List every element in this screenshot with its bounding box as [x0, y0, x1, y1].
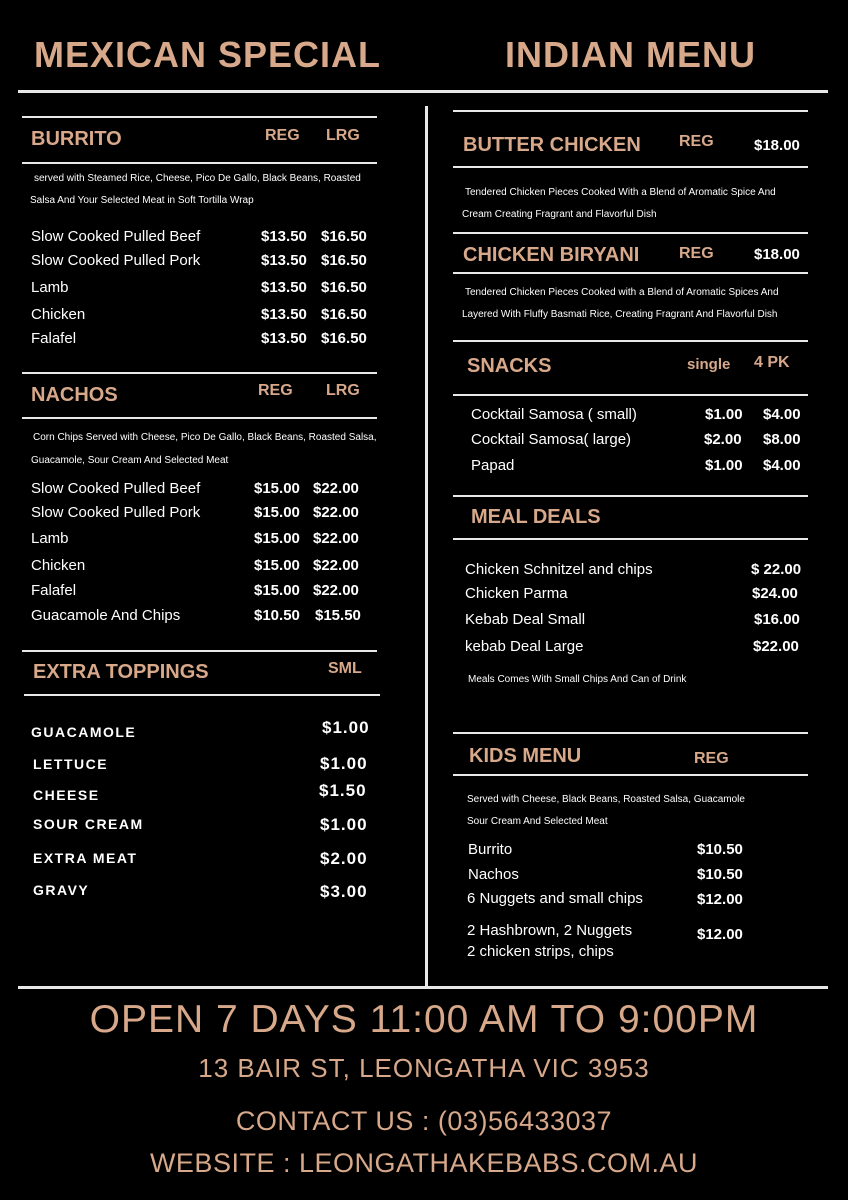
burrito-item-reg-price: $13.50 [261, 306, 307, 323]
snacks-4pk-header: 4 PK [754, 354, 790, 371]
snack-item-single-price: $2.00 [704, 431, 742, 448]
biryani-title: CHICKEN BIRYANI [463, 244, 640, 266]
topping-price: $1.00 [320, 754, 368, 773]
topping-name: GRAVY [33, 882, 90, 898]
burrito-title: BURRITO [31, 128, 122, 150]
kids-item-price: $10.50 [697, 841, 743, 858]
nachos-description-line2: Guacamole, Sour Cream And Selected Meat [31, 455, 229, 466]
biryani-reg-header: REG [679, 245, 714, 262]
snack-item-single-price: $1.00 [705, 457, 743, 474]
bottom-divider [18, 986, 828, 989]
kids-reg-header: REG [694, 750, 729, 767]
kids-title: KIDS MENU [469, 745, 582, 767]
toppings-top-rule [22, 650, 377, 652]
burrito-item-name: Slow Cooked Pulled Pork [31, 252, 201, 269]
kids-item-price: $12.00 [697, 926, 743, 943]
toppings-bottom-rule [24, 694, 380, 696]
toppings-title: EXTRA TOPPINGS [33, 661, 209, 683]
nachos-top-rule [22, 372, 377, 374]
nachos-item-reg-price: $15.00 [254, 557, 300, 574]
burrito-item-name: Slow Cooked Pulled Beef [31, 228, 201, 245]
burrito-item-lrg-price: $16.50 [321, 279, 367, 296]
nachos-item-lrg-price: $22.00 [313, 557, 359, 574]
nachos-item-name: Slow Cooked Pulled Pork [31, 504, 201, 521]
nachos-lrg-header: LRG [326, 382, 360, 399]
meal-deal-price: $16.00 [754, 611, 800, 628]
meal-deals-top-rule [453, 495, 808, 497]
nachos-bottom-rule [22, 417, 377, 419]
burrito-item-reg-price: $13.50 [261, 252, 307, 269]
topping-name: EXTRA MEAT [33, 850, 138, 866]
website-link[interactable]: WEBSITE : LEONGATHAKEBABS.COM.AU [149, 1148, 699, 1178]
snacks-top-rule [453, 340, 808, 342]
burrito-reg-header: REG [265, 127, 300, 144]
topping-name: SOUR CREAM [33, 816, 144, 832]
butter-chicken-description-line2: Cream Creating Fragrant and Flavorful Dish [462, 209, 657, 220]
address: 13 BAIR ST, LEONGATHA VIC 3953 [198, 1053, 650, 1083]
nachos-item-name: Slow Cooked Pulled Beef [31, 480, 201, 497]
kids-bottom-rule [453, 774, 808, 776]
nachos-item-lrg-price: $22.00 [313, 504, 359, 521]
nachos-item-reg-price: $15.00 [254, 504, 300, 521]
meal-deal-name: Kebab Deal Small [465, 611, 586, 628]
topping-price: $2.00 [320, 849, 368, 868]
kids-item-name: 6 Nuggets and small chips [467, 890, 643, 907]
topping-price: $1.50 [319, 781, 367, 800]
snacks-single-header: single [687, 356, 731, 373]
center-divider [425, 106, 428, 986]
kids-item-name: Nachos [468, 866, 519, 883]
snacks-title: SNACKS [467, 355, 552, 377]
nachos-item-lrg-price: $22.00 [313, 480, 359, 497]
topping-price: $3.00 [320, 882, 368, 901]
butter-chicken-description-line1: Tendered Chicken Pieces Cooked With a Blend of Aromatic Spice And [465, 187, 776, 198]
toppings-sml-header: SML [328, 660, 362, 677]
snack-item-4pk-price: $4.00 [763, 406, 801, 423]
biryani-description-line2: Layered With Fluffy Basmati Rice, Creating Fragrant And Flavorful Dish [462, 309, 778, 320]
nachos-item-reg-price: $15.00 [254, 582, 300, 599]
meal-deal-price: $22.00 [753, 638, 799, 655]
kids-item-price: $12.00 [697, 891, 743, 908]
snacks-bottom-rule [453, 394, 808, 396]
biryani-description-line1: Tendered Chicken Pieces Cooked with a Blend of Aromatic Spices And [465, 287, 779, 298]
kids-item-name-line2: 2 chicken strips, chips [467, 943, 614, 960]
meal-deal-price: $24.00 [752, 585, 798, 602]
burrito-description-line2: Salsa And Your Selected Meat in Soft Tortilla Wrap [30, 195, 254, 206]
snack-item-4pk-price: $8.00 [763, 431, 801, 448]
kids-top-rule [453, 732, 808, 734]
meal-deals-bottom-rule [453, 538, 808, 540]
burrito-item-name: Lamb [31, 279, 69, 296]
burrito-item-lrg-price: $16.50 [321, 330, 367, 347]
kids-item-price: $10.50 [697, 866, 743, 883]
burrito-item-name: Chicken [31, 306, 86, 323]
topping-name: CHEESE [33, 787, 100, 803]
topping-price: $1.00 [322, 718, 370, 737]
nachos-item-reg-price: $15.00 [254, 530, 300, 547]
snack-item-name: Cocktail Samosa ( small) [471, 406, 637, 423]
nachos-item-reg-price: $10.50 [254, 607, 300, 624]
burrito-top-rule [22, 116, 377, 118]
burrito-item-reg-price: $13.50 [261, 330, 307, 347]
kids-item-name-line1: 2 Hashbrown, 2 Nuggets [467, 922, 633, 939]
kids-description-line2: Sour Cream And Selected Meat [467, 816, 608, 827]
burrito-bottom-rule [22, 162, 377, 164]
snack-item-name: Papad [471, 457, 515, 474]
burrito-item-reg-price: $13.50 [261, 228, 307, 245]
meal-deal-name: Chicken Schnitzel and chips [465, 561, 653, 578]
biryani-price: $18.00 [754, 246, 800, 263]
burrito-description-line1: served with Steamed Rice, Cheese, Pico De Gallo, Black Beans, Roasted [34, 173, 361, 184]
butter-chicken-price: $18.00 [754, 137, 800, 154]
nachos-reg-header: REG [258, 382, 293, 399]
kids-item-name: Burrito [468, 841, 513, 858]
meal-deals-title: MEAL DEALS [471, 506, 601, 528]
biryani-bottom-rule [453, 272, 808, 274]
snack-item-name: Cocktail Samosa( large) [471, 431, 632, 448]
opening-hours: OPEN 7 DAYS 11:00 AM TO 9:00PM [89, 998, 759, 1041]
nachos-item-name: Lamb [31, 530, 69, 547]
burrito-item-name: Falafel [31, 330, 77, 347]
biryani-top-rule [453, 232, 808, 234]
nachos-title: NACHOS [31, 384, 118, 406]
mexican-special-heading: MEXICAN SPECIAL [34, 34, 382, 75]
butter-chicken-top-rule [453, 110, 808, 112]
nachos-item-reg-price: $15.00 [254, 480, 300, 497]
meal-deal-price: $ 22.00 [751, 561, 802, 578]
snack-item-single-price: $1.00 [705, 406, 743, 423]
butter-chicken-bottom-rule [453, 166, 808, 168]
meal-deal-name: kebab Deal Large [465, 638, 584, 655]
topping-name: LETTUCE [33, 756, 109, 772]
nachos-item-name: Guacamole And Chips [31, 607, 181, 624]
topping-price: $1.00 [320, 815, 368, 834]
nachos-item-lrg-price: $15.50 [315, 607, 361, 624]
burrito-item-lrg-price: $16.50 [321, 228, 367, 245]
nachos-item-name: Chicken [31, 557, 86, 574]
burrito-item-reg-price: $13.50 [261, 279, 307, 296]
snack-item-4pk-price: $4.00 [763, 457, 801, 474]
burrito-lrg-header: LRG [326, 127, 360, 144]
nachos-item-lrg-price: $22.00 [313, 530, 359, 547]
kids-description-line1: Served with Cheese, Black Beans, Roasted Salsa, Guacamole [467, 794, 745, 805]
indian-menu-heading: INDIAN MENU [505, 34, 756, 75]
topping-name: GUACAMOLE [31, 724, 137, 740]
contact-phone[interactable]: CONTACT US : (03)56433037 [235, 1106, 613, 1136]
burrito-item-lrg-price: $16.50 [321, 306, 367, 323]
butter-chicken-reg-header: REG [679, 133, 714, 150]
top-divider [18, 90, 828, 93]
nachos-item-name: Falafel [31, 582, 77, 599]
meal-deal-name: Chicken Parma [465, 585, 568, 602]
meal-deals-note: Meals Comes With Small Chips And Can of Drink [468, 674, 687, 685]
butter-chicken-title: BUTTER CHICKEN [463, 134, 641, 156]
nachos-item-lrg-price: $22.00 [313, 582, 359, 599]
burrito-item-lrg-price: $16.50 [321, 252, 367, 269]
nachos-description-line1: Corn Chips Served with Cheese, Pico De Gallo, Black Beans, Roasted Salsa, [33, 432, 377, 443]
